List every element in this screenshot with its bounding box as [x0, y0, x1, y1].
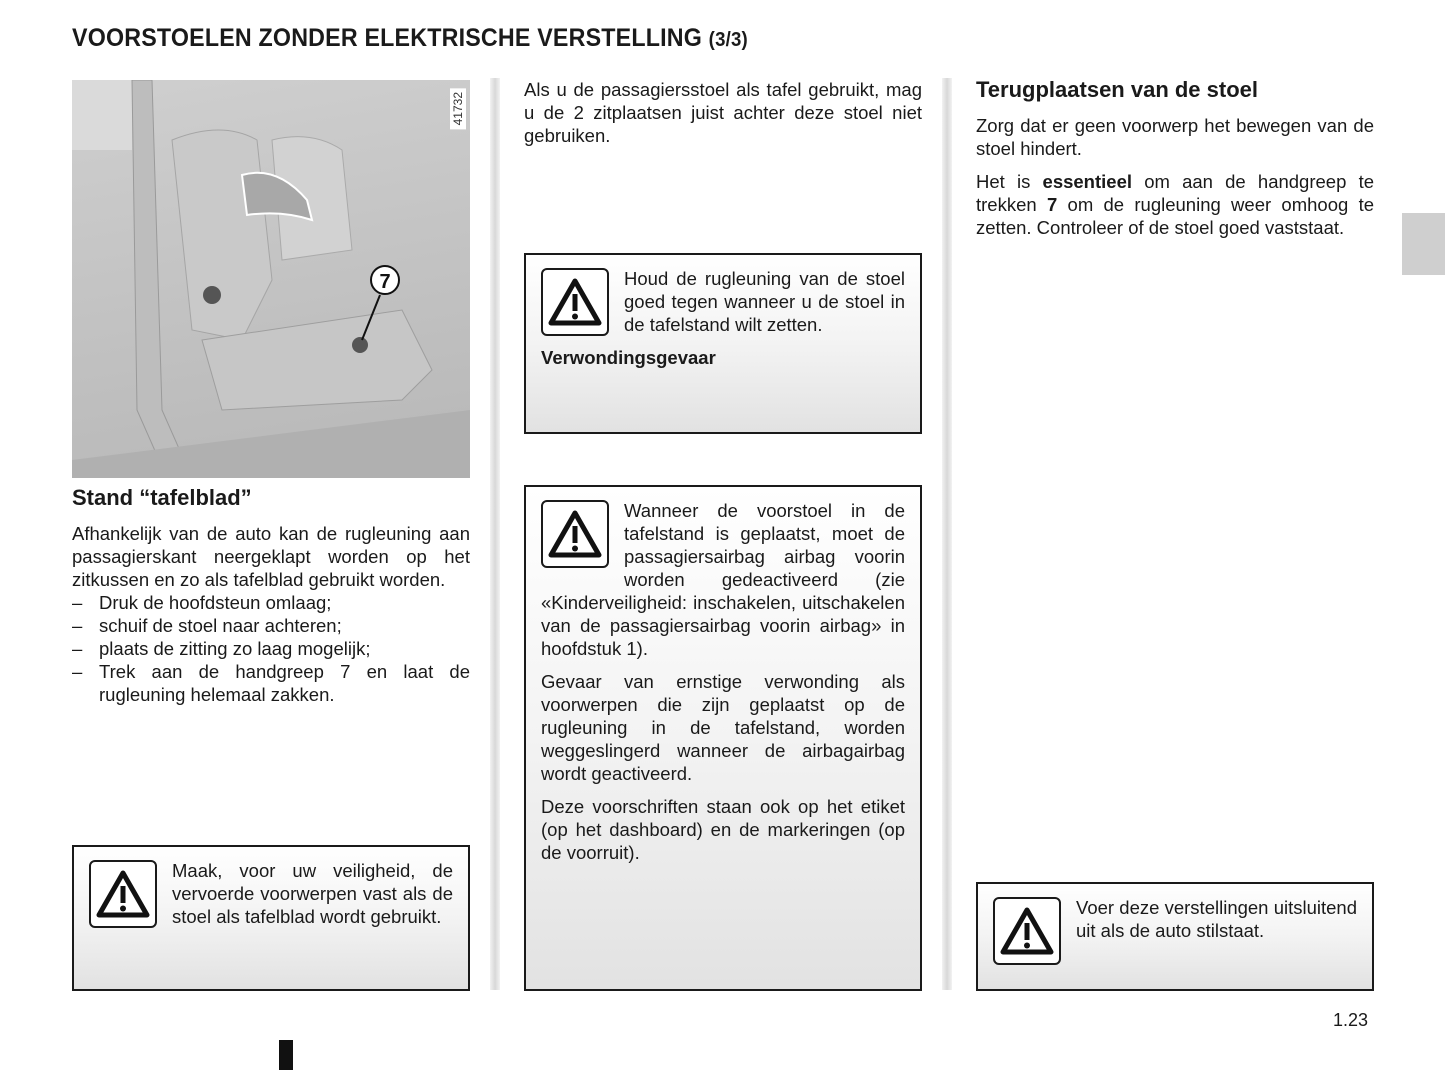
terugplaatsen-para2 [976, 170, 1374, 239]
warning-text: Houd de rugleuning van de stoel goed tegen wanneer u de stoel in de tafelstand wilt zetten. [624, 268, 905, 335]
bottom-marker [279, 1040, 293, 1070]
tafelblad-steps [72, 591, 470, 706]
warning-emphasis: Verwondingsgevaar [541, 347, 716, 368]
warning-text: Voer deze verstellingen uitsluitend uit als de auto stilstaat. [1076, 897, 1357, 941]
warning-triangle-icon [89, 860, 157, 928]
text-run: om aan de handgreep te trekken [976, 171, 1374, 215]
warning-paragraph: Gevaar van ernstige verwonding als voorwerpen die zijn geplaatst op de rugleuning in de tafelstand, worden weggeslingerd wanneer de airbagairbag wordt geactiveerd. [541, 671, 905, 784]
text-run: Het is [976, 171, 1043, 192]
seat-drawing [72, 80, 470, 478]
warning-box-secure-objects [72, 845, 470, 991]
warning-paragraph: Wanneer de voorstoel in de tafelstand is geplaatst, moet de passagiersairbag airbag voorin worden gedeactiveerd (zie «Kinderveiligheid: inschakelen, uitschakelen van de passagiersairbag voorin airbag» in hoofdstuk 1). [541, 500, 905, 659]
bold-run: essentieel [1042, 171, 1133, 192]
column-separator [942, 78, 952, 990]
warning-triangle-icon [993, 897, 1061, 965]
column-separator [490, 78, 500, 990]
title-part: (3/3) [708, 29, 748, 51]
title-text: VOORSTOELEN ZONDER ELEKTRISCHE VERSTELLING [72, 24, 703, 52]
page-title [72, 24, 748, 53]
handle-number: 7 [1046, 194, 1058, 215]
terugplaatsen-body [976, 114, 1374, 249]
warning-triangle-icon [541, 268, 609, 336]
step-item: – schuif de stoel naar achteren; [72, 614, 470, 637]
section-heading-terugplaatsen: Terugplaatsen van de stoel [976, 77, 1259, 102]
column2-intro: Als u de passagiersstoel als tafel gebruikt, mag u de 2 zitplaatsen juist achter deze stoel niet gebruiken. [524, 79, 922, 146]
warning-triangle-icon [541, 500, 609, 568]
warning-box-hold-backrest [524, 253, 922, 434]
section-heading-tafelblad: Stand “tafelblad” [72, 485, 252, 510]
text-run: om de rugleuning weer omhoog te zetten. Controleer of de stoel goed vaststaat. [976, 194, 1374, 238]
tafelblad-intro: Afhankelijk van de auto kan de rugleuning aan passagierskant neergeklapt worden op het zitkussen en zo als tafelblad gebruikt worden. [72, 523, 470, 590]
chapter-tab-marker [1402, 213, 1445, 275]
warning-box-stationary [976, 882, 1374, 991]
warning-text: Maak, voor uw veiligheid, de vervoerde voorwerpen vast als de stoel als tafelblad wordt gebruikt. [172, 860, 453, 927]
step-item: – Trek aan de handgreep 7 en laat de rugleuning helemaal zakken. [72, 660, 470, 706]
callout-7: 7 [379, 271, 391, 293]
step-item: – plaats de zitting zo laag mogelijk; [72, 637, 470, 660]
terugplaatsen-para1: Zorg dat er geen voorwerp het bewegen van de stoel hindert. [976, 115, 1374, 159]
figure-id: 41732 [450, 88, 466, 129]
warning-paragraph: Deze voorschriften staan ook op het etiket (op het dashboard) en de markeringen (op de voorruit). [541, 796, 905, 863]
seat-illustration [72, 80, 470, 478]
tafelblad-body [72, 522, 470, 706]
page-number: 1.23 [1333, 1010, 1369, 1030]
warning-box-airbag [524, 485, 922, 991]
step-item: – Druk de hoofdsteun omlaag; [72, 591, 470, 614]
